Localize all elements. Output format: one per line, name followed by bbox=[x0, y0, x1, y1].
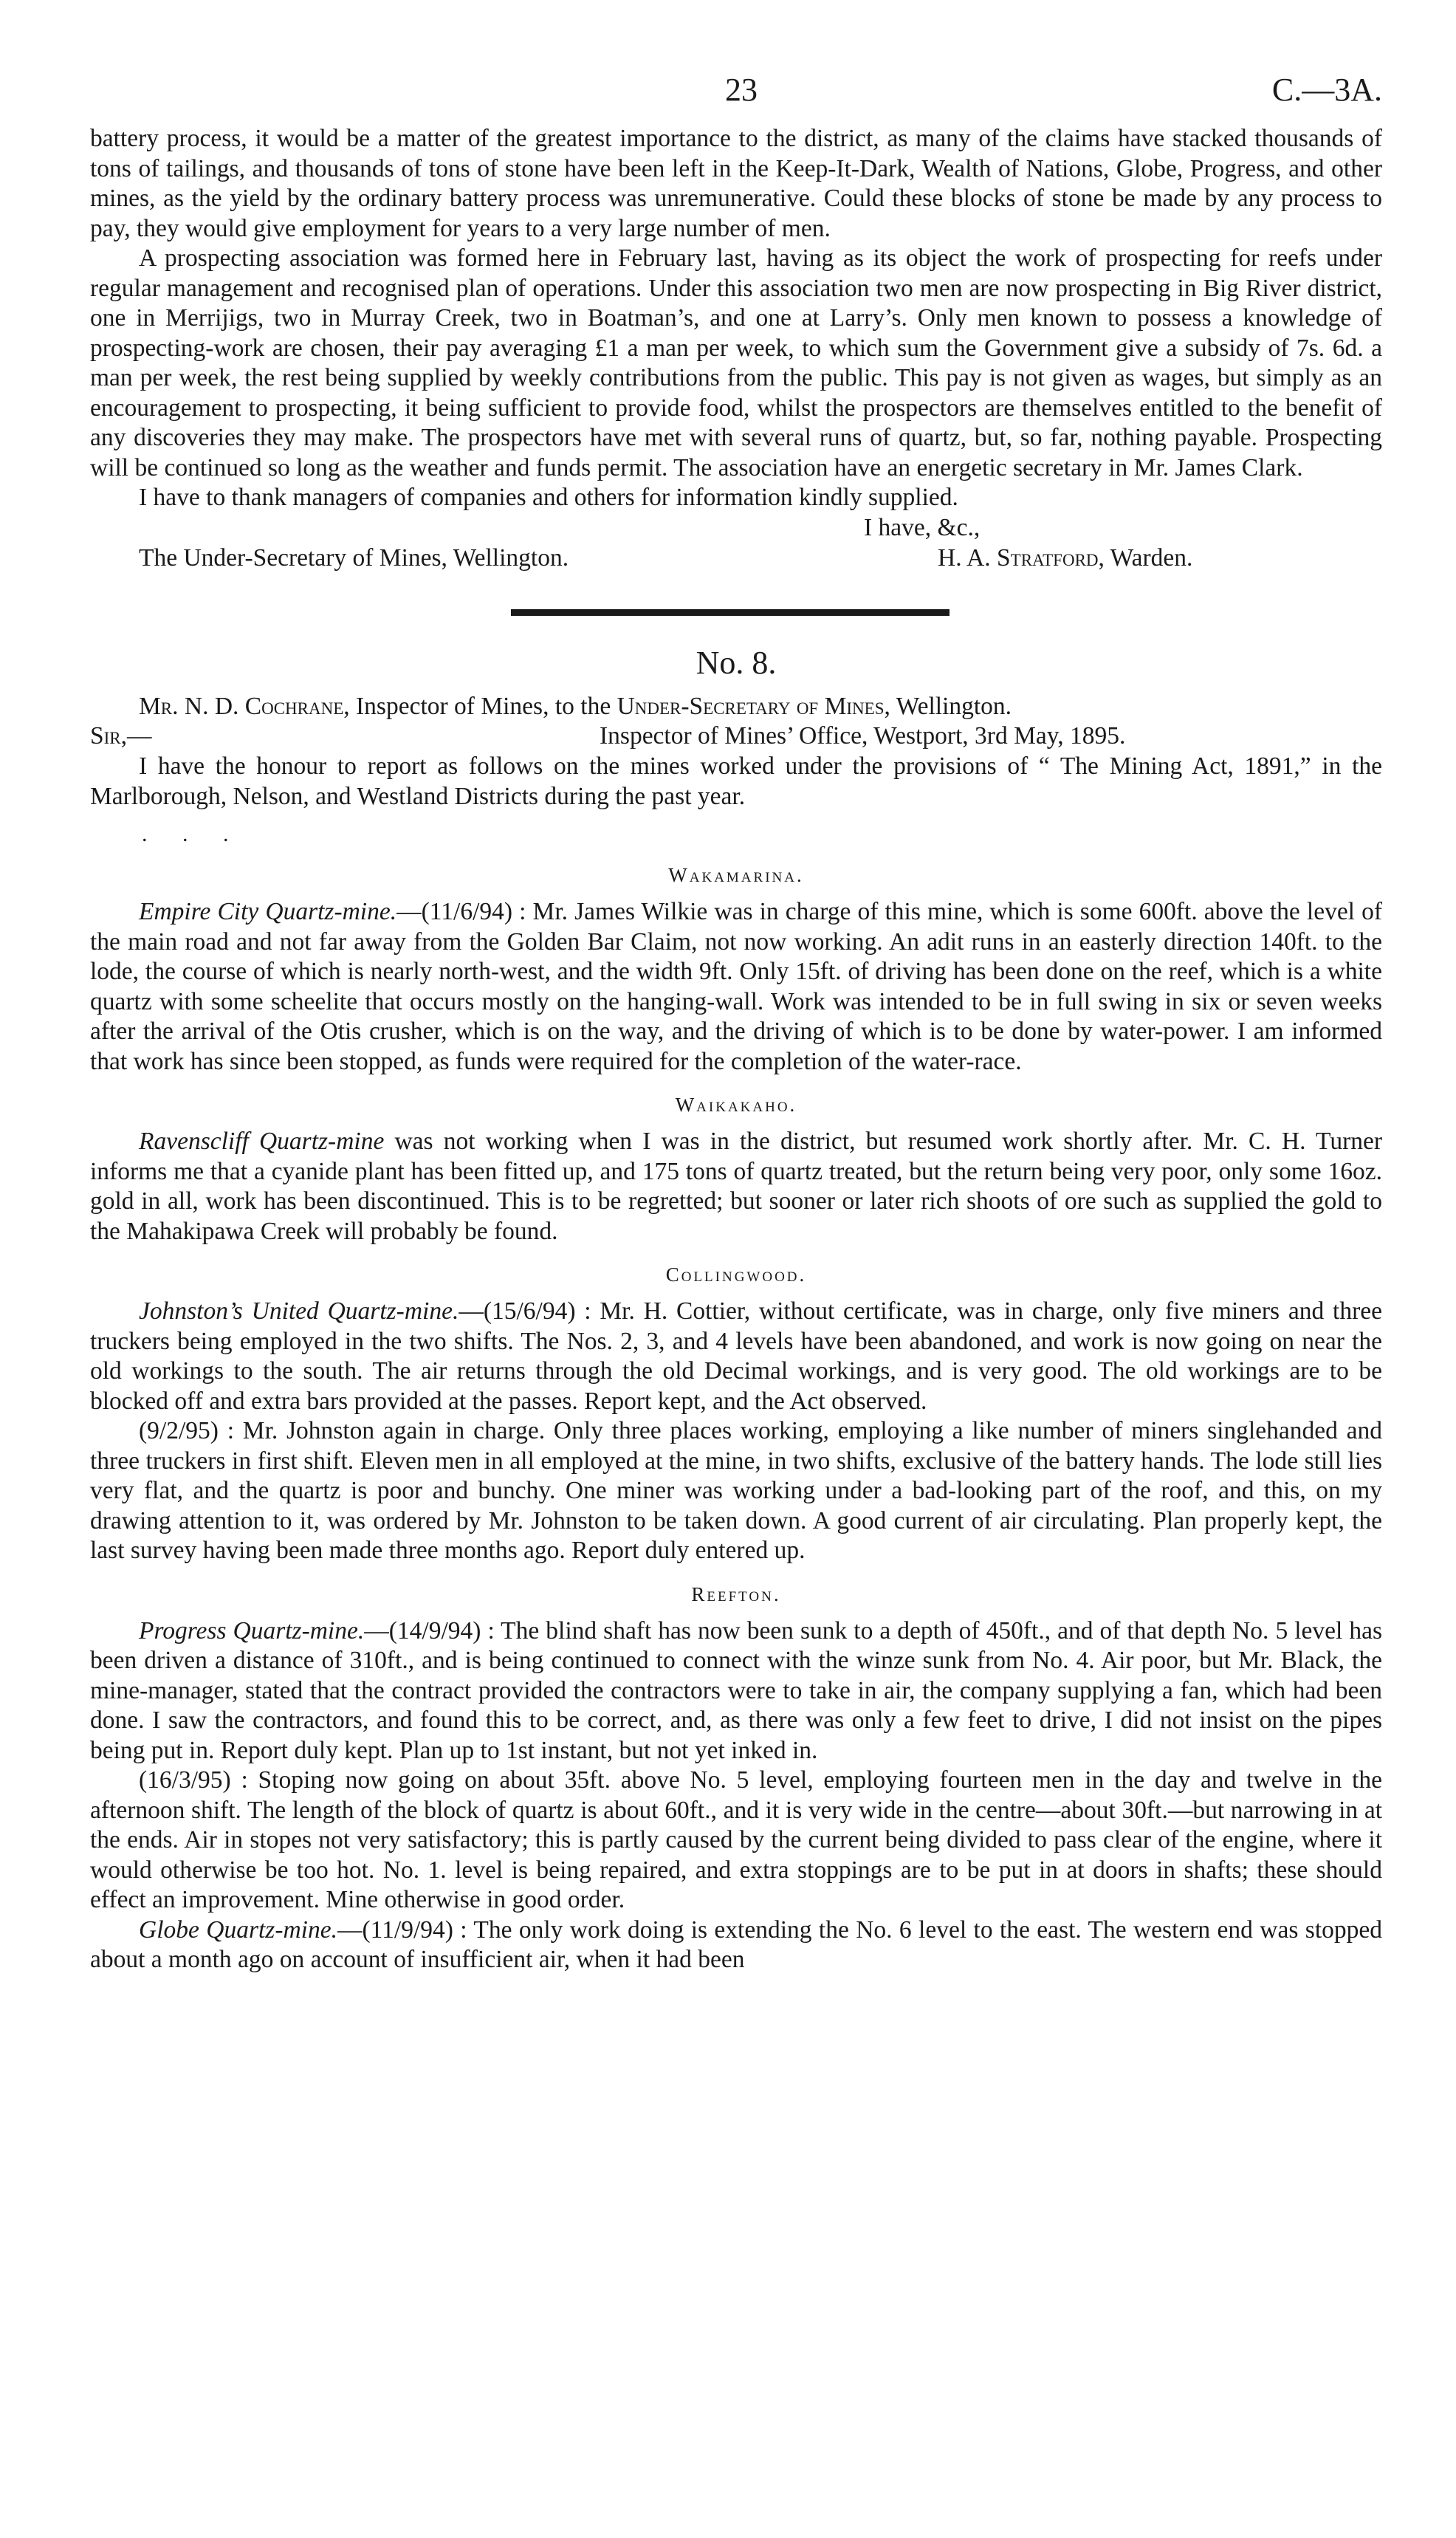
paragraph bbox=[90, 1915, 1382, 1975]
addressee: The Under-Secretary of Mines, Wellington. bbox=[139, 543, 569, 572]
sender-role: , Inspector of Mines, to the bbox=[343, 692, 617, 720]
paragraph bbox=[90, 1297, 1382, 1416]
section-heading: Wakamarina. bbox=[668, 864, 804, 886]
paragraph: I have to thank managers of companies and others for information kindly supplied. bbox=[139, 484, 958, 511]
paragraph: (16/3/95) : Stoping now going on about 35ft. above No. 5 level, employing fourteen men in the day and twelve in the afternoon shift. The length of the block of quartz is about 60ft., and it is very wide in the centre—about 30ft.—but narrowing in at the ends. Air in stopes not very satisfactory; this is partly caused by the current being divided to pass clear of the engine, where it would otherwise be too hot. No. 1. level is being repaired, and extra stoppings are to be put in at doors in shafts; these should effect an improvement. Mine otherwise in good order. bbox=[90, 1766, 1382, 1913]
mine-name: Globe Quartz-mine. bbox=[139, 1915, 337, 1944]
document-reference: C.—3A. bbox=[1271, 72, 1382, 108]
section-heading: Reefton. bbox=[691, 1582, 781, 1605]
paragraph: (9/2/95) : Mr. Johnston again in charge. Only three places working, employing a like number of miners singlehanded and three truckers in first shift. Eleven men in all employed at the mine, in two shifts, exclusive of the battery hands. The lode still lies very flat, and the quartz is poor and bunchy. One miner was working under a bad-looking part of the roof, and this, on my drawing attention to it, was ordered by Mr. Johnston to be taken down. A good current of air circulating. Plan properly kept, the last survey having been made three months ago. Report duly entered up. bbox=[90, 1417, 1382, 1564]
paragraph: I have the honour to report as follows on the mines worked under the provisions of “ The Mining Act, 1891,” in the Marlborough, Nelson, and Westland Districts during the past year. bbox=[90, 752, 1382, 810]
mine-name: Progress Quartz-mine. bbox=[139, 1616, 365, 1644]
paragraph bbox=[90, 1616, 1382, 1766]
paragraph-text: —(15/6/94) : Mr. H. Cottier, without certificate, was in charge, only five miners and three truckers being employed in the two shifts. The Nos. 2, 3, and 4 levels have been abandoned, and work is now going on near the old workings to the south. The air returns through the old Decimal workings, and is very good. The old workings are to be blocked off and extra bars provided at the passes. Report kept, and the Act observed. bbox=[90, 1297, 1382, 1415]
paragraph: A prospecting association was formed here in February last, having as its object the work of prospecting for reefs under regular management and recognised plan of operations. Under this association two men are now prospecting in Big River district, one in Merrijigs, two in Murray Creek, two in Boatman’s, and one at Larry’s. Only men known to possess a knowledge of prospecting-work are chosen, their pay averaging £1 a man per week, to which sum the Government give a subsidy of 7s. 6d. a man per week, the rest being supplied by weekly contributions from the public. This pay is not given as wages, but simply as an encouragement to prospecting, it being sufficient to provide food, whilst the prospectors are themselves entitled to the benefit of any discoveries they may make. The prospectors have met with several runs of quartz, but, so far, nothing payable. Prospecting will be continued so long as the weather and funds permit. The association have an energetic secretary in Mr. James Clark. bbox=[90, 244, 1382, 481]
page-number: 23 bbox=[725, 72, 758, 108]
section-heading: Collingwood. bbox=[665, 1263, 807, 1286]
letter-number: No. 8. bbox=[696, 644, 777, 681]
paragraph-text: —(11/6/94) : Mr. James Wilkie was in charge of this mine, which is some 600ft. above the level of the main road and not far away from the Golden Bar Claim, not now working. An adit runs in an easterly direction 140ft. to the lode, the course of which is nearly north-west, and the width 9ft. Only 15ft. of driving has been done on the reef, which is a white quartz with some scheelite that occurs mostly on the hanging-wall. Work was intended to be in full swing in six or seven weeks after the arrival of the Otis crusher, which is on the way, and the driving of which is to be done by water-power. I am informed that work has since been stopped, as funds were required for the completion of the water-race. bbox=[90, 898, 1382, 1075]
dots: . . . bbox=[142, 822, 244, 846]
recipient-place: , Wellington. bbox=[884, 692, 1012, 720]
recipient-name: Under-Secretary of Mines bbox=[617, 692, 885, 720]
mine-name: Empire City Quartz-mine. bbox=[139, 898, 397, 925]
section-divider bbox=[511, 609, 950, 616]
paragraph-text: was not working when I was in the district, but resumed work shortly after. Mr. C. H. Turner informs me that a cyanide plant has been fitted up, and 175 tons of quartz treated, but the return being very poor, only some 16oz. gold in all, work has been discontinued. This is to be regretted; but sooner or later rich shoots of ore such as supplied the gold to the Mahakipawa Creek will probably be found. bbox=[90, 1128, 1383, 1245]
signature-block bbox=[90, 513, 1382, 574]
page-header bbox=[90, 71, 1382, 124]
letter-heading bbox=[90, 692, 1382, 722]
mine-name: Johnston’s United Quartz-mine. bbox=[139, 1297, 459, 1325]
signatory-name: H. A. Stratford bbox=[938, 543, 1099, 572]
closing: I have, &c., bbox=[864, 513, 981, 541]
paragraph-text: —(14/9/94) : The blind shaft has now been sunk to a depth of 450ft., and of that depth No. 5 level has been driven a distance of 310ft., and is being continued to connect with the winze sunk from No. 4. Air poor, but Mr. Black, the mine-manager, stated that the contract provided the contractors were to take in air, the company supplying a fan, which had been done. I saw the contractors, and found this to be correct, and, as there was only a few feet to drive, I did not insist on the pipes being put in. Report duly kept. Plan up to 1st instant, but not yet inked in. bbox=[90, 1616, 1382, 1764]
section-heading: Waikakaho. bbox=[675, 1094, 797, 1116]
salutation-line bbox=[90, 721, 1382, 752]
paragraph-text: —(11/9/94) : The only work doing is extending the No. 6 level to the east. The western end was stopped about a month ago on account of insufficient air, when it had been bbox=[90, 1915, 1382, 1973]
signatory bbox=[938, 543, 1192, 574]
office-dateline: Inspector of Mines’ Office, Westport, 3rd May, 1895. bbox=[600, 722, 1126, 750]
paragraph bbox=[90, 1127, 1382, 1246]
signatory-title: , Warden. bbox=[1098, 543, 1193, 572]
sender-name: Mr. N. D. Cochrane bbox=[139, 692, 344, 720]
salutation: Sir,— bbox=[90, 722, 152, 750]
paragraph: battery process, it would be a matter of the greatest importance to the district, as many of the claims have stacked thousands of tons of tailings, and thousands of tons of stone have been left in the Keep-It-Dark, Wealth of Nations, Globe, Progress, and other mines, as the yield by the ordinary battery process was unremunerative. Could these blocks of stone be made by any process to pay, they would give employment for years to a very large number of men. bbox=[90, 125, 1382, 242]
mine-name: Ravenscliff Quartz-mine bbox=[139, 1128, 385, 1155]
paragraph bbox=[90, 897, 1382, 1077]
page bbox=[90, 71, 1382, 1975]
